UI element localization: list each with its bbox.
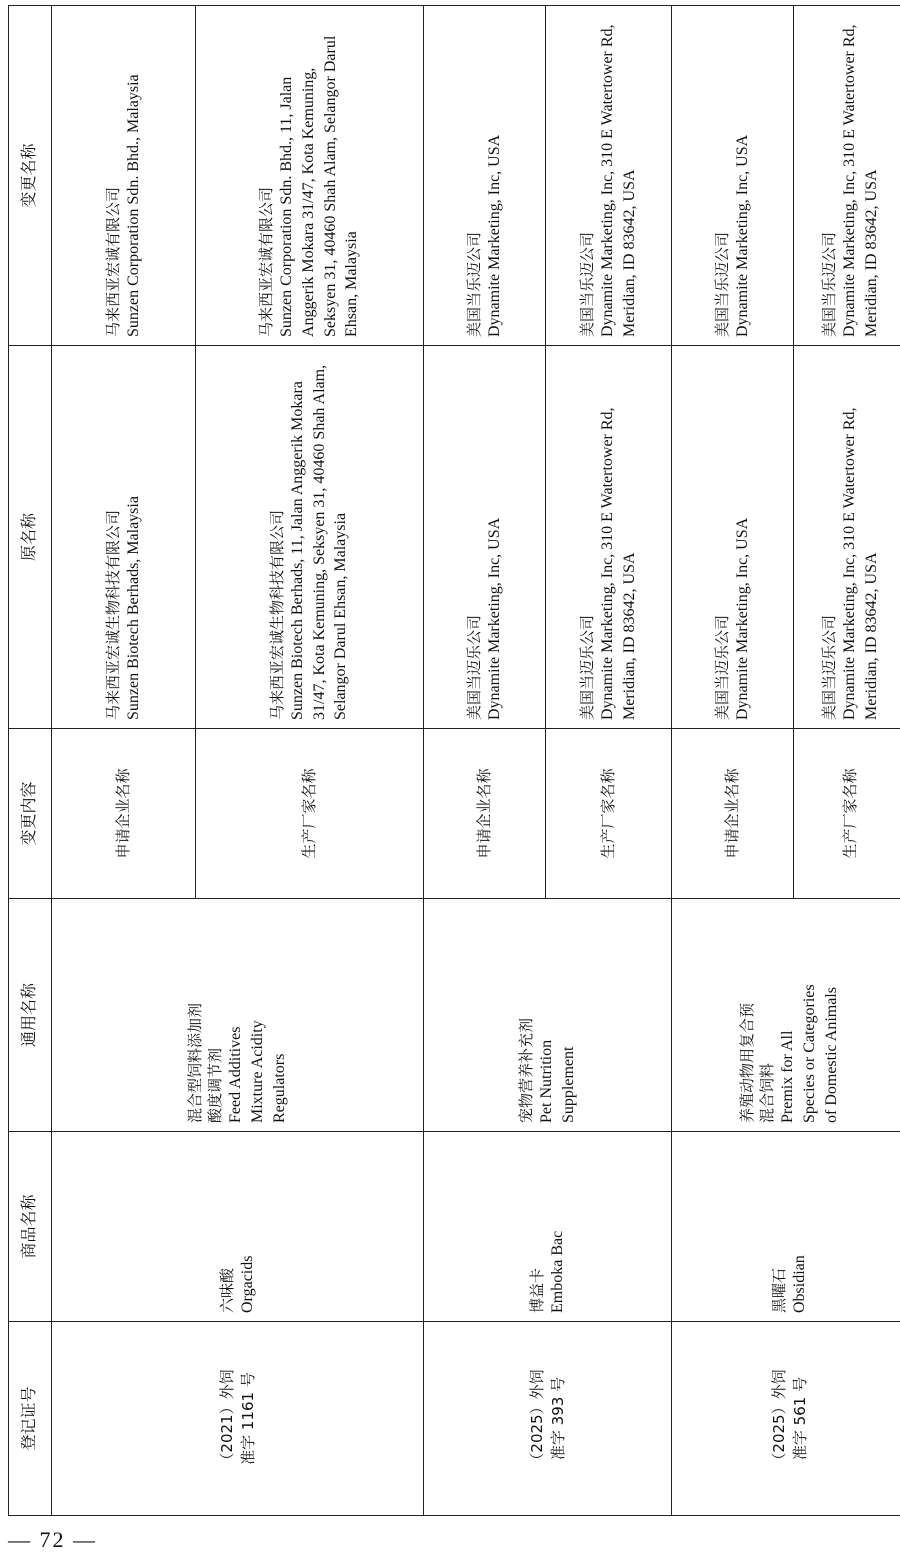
generic-name-line: 酸度调节剂 xyxy=(206,1047,225,1123)
generic-name-line: Supplement xyxy=(559,1046,577,1123)
generic-name-cell xyxy=(424,899,672,1132)
header-change-content: 变更内容 xyxy=(9,729,52,899)
change-content-cell: 生产厂家名称 xyxy=(794,729,900,899)
generic-name-cell xyxy=(52,899,424,1132)
change-content-cell: 申请企业名称 xyxy=(424,729,546,899)
table-row xyxy=(672,6,794,1516)
new-name-cn: 美国当乐迈公司 xyxy=(819,231,838,337)
original-name-cn: 美国当迈乐公司 xyxy=(819,614,838,720)
original-name-cn: 美国当迈乐公司 xyxy=(464,614,483,720)
rotated-table-wrapper xyxy=(8,6,898,1516)
generic-name-line: 养殖动物用复合预 xyxy=(737,1002,756,1123)
original-name-cell xyxy=(52,346,196,729)
new-name-cn: 美国当乐迈公司 xyxy=(712,231,731,337)
generic-name-line: Pet Nutrition xyxy=(538,1039,556,1123)
new-name-en: Dynamite Marketing, Inc, 310 E Watertower Rd, Meridian, ID 83642, USA xyxy=(599,24,638,337)
header-trade-name: 商品名称 xyxy=(9,1132,52,1322)
new-name-cell xyxy=(196,6,424,346)
change-content-cell: 申请企业名称 xyxy=(672,729,794,899)
reg-no-line: 准字 1161 号 xyxy=(238,1372,257,1465)
generic-name-line: 混合型饲料添加剂 xyxy=(185,1002,204,1123)
reg-no-line: （2021）外饲 xyxy=(218,1369,237,1468)
trade-name-cn: 博益卡 xyxy=(527,1267,546,1313)
new-name-cell xyxy=(672,6,794,346)
generic-name-line: Premix for All xyxy=(779,1030,797,1123)
new-name-cn: 美国当乐迈公司 xyxy=(464,231,483,337)
generic-name-line: Feed Additives xyxy=(227,1026,245,1123)
header-reg-no: 登记证号 xyxy=(9,1322,52,1516)
original-name-cell xyxy=(196,346,424,729)
new-name-cn: 美国当乐迈公司 xyxy=(577,231,596,337)
new-name-en: Sunzen Corporation Sdn. Bhd., 11, Jalan Anggerik Mokara 31/47, Kota Kemuning, Seksyen 31, 40460 Shah Alam, Selangor Darul Ehsan, Malaysia xyxy=(278,35,361,337)
new-name-en: Dynamite Marketing, Inc, USA xyxy=(733,134,751,337)
new-name-cell xyxy=(546,6,672,346)
generic-name-line: 宠物营养补充剂 xyxy=(516,1017,535,1123)
trade-name-cell xyxy=(52,1132,424,1322)
generic-name-line: 混合饲料 xyxy=(758,1062,777,1123)
new-name-en: Sunzen Corporation Sdn. Bhd., Malaysia xyxy=(124,74,142,337)
original-name-cell xyxy=(546,346,672,729)
change-content-cell: 申请企业名称 xyxy=(52,729,196,899)
original-name-cell xyxy=(672,346,794,729)
original-name-en: Sunzen Biotech Berhads, 11, Jalan Anggerik Mokara 31/47, Kota Kemuning, Seksyen 31, 40460 Shah Alam, Selangor Darul Ehsan, Malaysia xyxy=(289,364,350,720)
change-content-cell: 生产厂家名称 xyxy=(196,729,424,899)
original-name-en: Sunzen Biotech Berhads, Malaysia xyxy=(124,496,142,720)
trade-name-cell xyxy=(672,1132,900,1322)
original-name-cn: 美国当迈乐公司 xyxy=(577,614,596,720)
table-row xyxy=(52,6,196,1516)
reg-no-line: 准字 561 号 xyxy=(790,1376,809,1461)
generic-name-line: Regulators xyxy=(270,1053,288,1123)
reg-no-line: （2025）外饲 xyxy=(528,1369,547,1468)
generic-name-cell xyxy=(672,899,900,1132)
original-name-en: Dynamite Marketing, Inc, USA xyxy=(733,517,751,720)
header-original-name: 原名称 xyxy=(9,346,52,729)
header-generic-name: 通用名称 xyxy=(9,899,52,1132)
generic-name-line: Species or Categories xyxy=(800,984,818,1123)
original-name-cn: 美国当迈乐公司 xyxy=(712,614,731,720)
header-row xyxy=(9,6,52,1516)
reg-no-line: 准字 393 号 xyxy=(548,1376,567,1461)
new-name-cell xyxy=(52,6,196,346)
generic-name-line: of Domestic Animals xyxy=(822,987,840,1123)
page-number: — 72 — xyxy=(8,1527,97,1552)
original-name-en: Dynamite Marketing, Inc, USA xyxy=(485,517,503,720)
new-name-cn: 马来西亚宏诚有限公司 xyxy=(257,186,276,337)
trade-name-cn: 六味酸 xyxy=(217,1267,236,1313)
trade-name-en: Obsidian xyxy=(790,1255,808,1313)
reg-no-cell xyxy=(424,1322,672,1516)
generic-name-line: Mixture Acidity xyxy=(248,1020,266,1123)
header-new-name: 变更名称 xyxy=(9,6,52,346)
original-name-cn: 马来西亚宏诚生物科技有限公司 xyxy=(103,509,122,720)
trade-name-en: Emboka Bac xyxy=(548,1230,566,1313)
reg-no-line: （2025）外饲 xyxy=(770,1369,789,1468)
reg-no-cell xyxy=(672,1322,900,1516)
change-content-cell: 生产厂家名称 xyxy=(546,729,672,899)
new-name-en: Dynamite Marketing, Inc, 310 E Watertower Rd, Meridian, ID 83642, USA xyxy=(841,24,880,337)
new-name-cell xyxy=(424,6,546,346)
new-name-cell xyxy=(794,6,900,346)
original-name-cn: 马来西亚宏诚生物科技有限公司 xyxy=(267,509,286,720)
trade-name-en: Orgacids xyxy=(238,1255,256,1313)
reg-no-cell xyxy=(52,1322,424,1516)
trade-name-cn: 黑曜石 xyxy=(769,1267,788,1313)
new-name-en: Dynamite Marketing, Inc, USA xyxy=(485,134,503,337)
original-name-en: Dynamite Marketing, Inc, 310 E Watertower Rd, Meridian, ID 83642, USA xyxy=(841,407,880,720)
new-name-cn: 马来西亚宏诚有限公司 xyxy=(103,186,122,337)
trade-name-cell xyxy=(424,1132,672,1322)
original-name-cell xyxy=(424,346,546,729)
original-name-cell xyxy=(794,346,900,729)
table-row xyxy=(424,6,546,1516)
registration-change-table xyxy=(8,5,900,1516)
original-name-en: Dynamite Marketing, Inc, 310 E Watertower Rd, Meridian, ID 83642, USA xyxy=(599,407,638,720)
